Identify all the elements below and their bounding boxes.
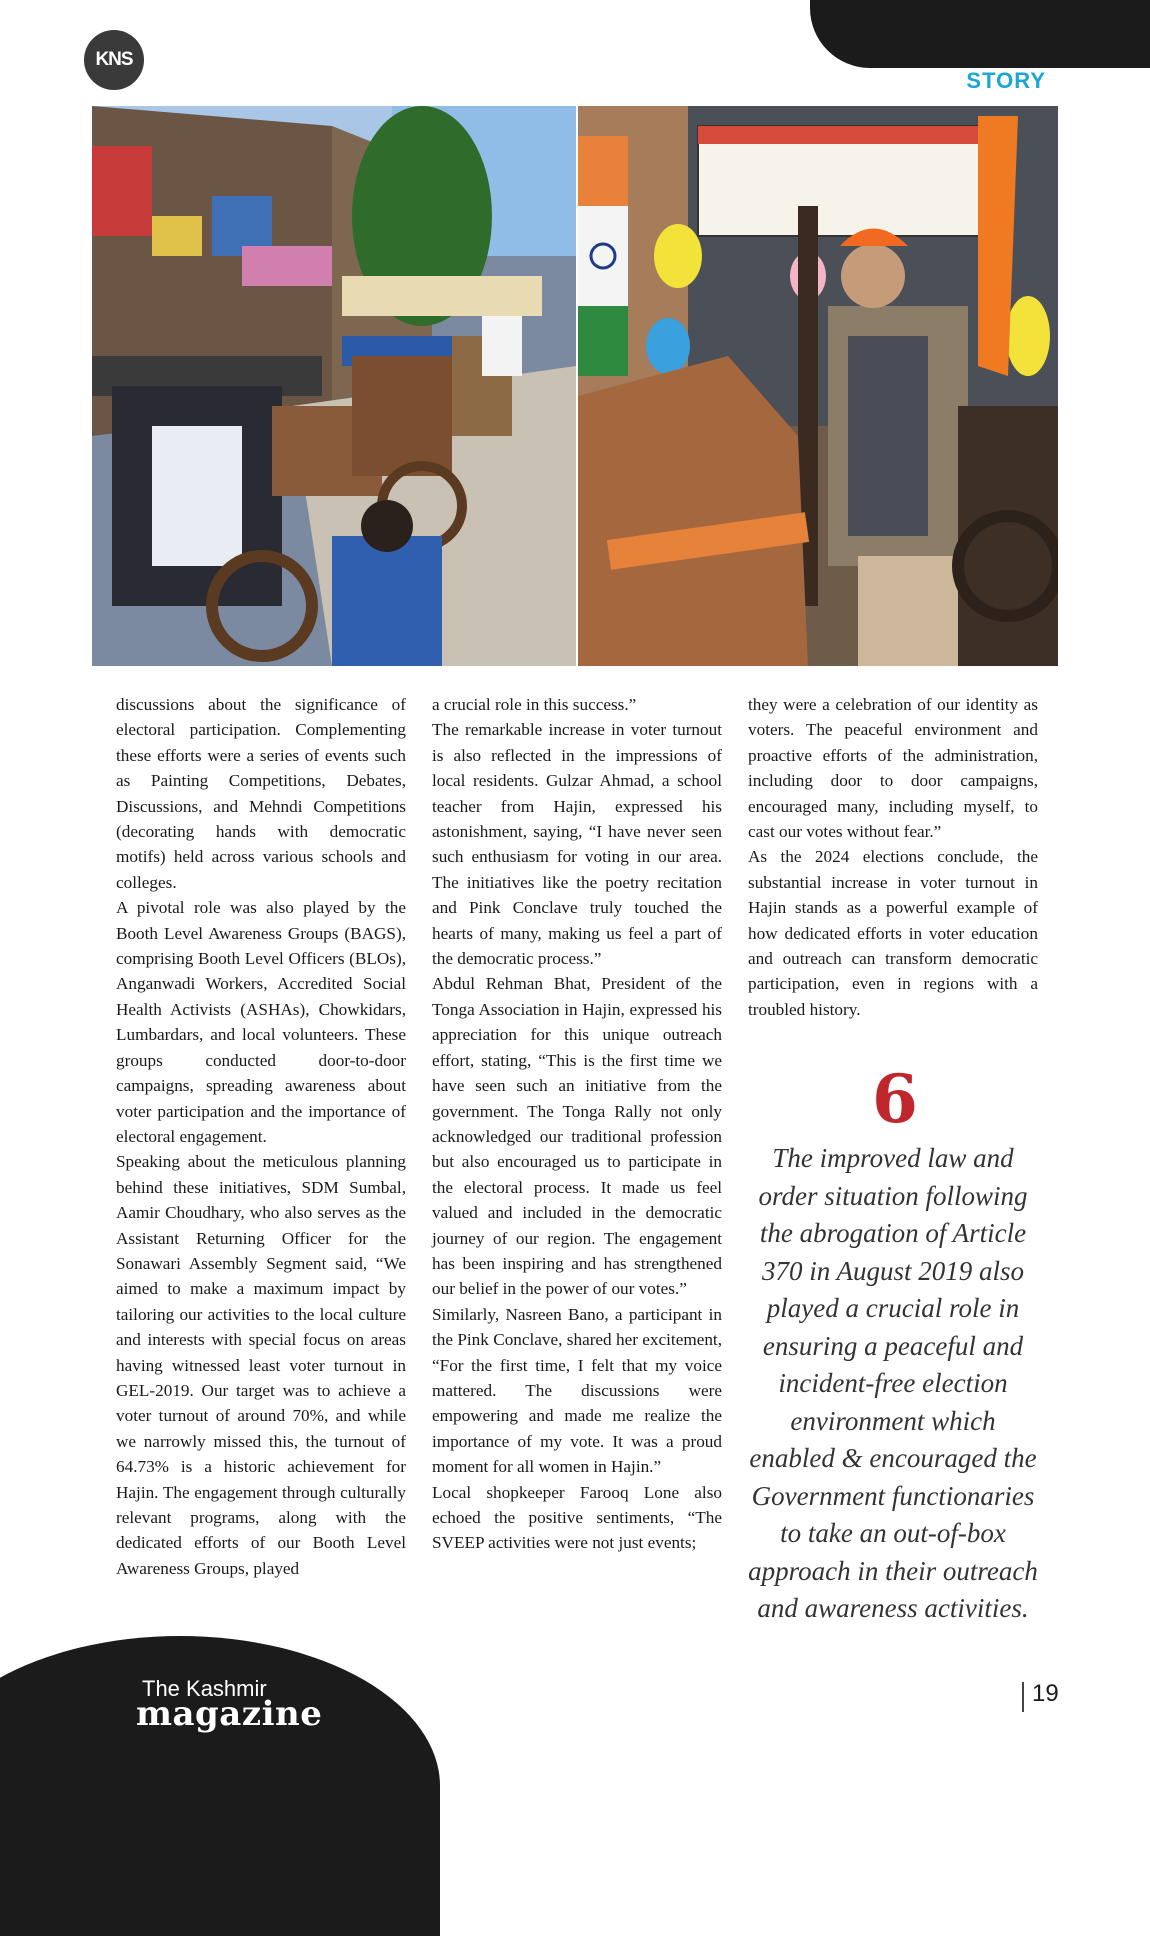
article-column-2 <box>432 692 722 1556</box>
sveep-tonga-driver-photo <box>578 106 1058 666</box>
column-1-paragraph: A pivotal role was also played by the Booth Level Awareness Groups (BAGS), comprising Booth Level Officers (BLOs), Anganwadi Workers, Accredited Social Health Activists (ASHAs), Chowkidars, Lumbardars, and local volunteers. These groups conducted door-to-door campaigns, spreading awareness about voter participation and the importance of electoral engagement. <box>116 898 406 1146</box>
header-band <box>810 0 1150 68</box>
pull-quote: The improved law and order situation following the abrogation of Article 370 in August 2019 also played a crucial role in ensuring a peaceful and incident-free election environment which enabled & encouraged the Government functionaries to take an out-of-box approach in their outreach and awareness activities. <box>748 1143 1038 1623</box>
column-2-paragraph: Abdul Rehman Bhat, President of the Tonga Association in Hajin, expressed his appreciation for this unique outreach effort, stating, “This is the first time we have seen such an initiative from the government. The Tonga Rally not only acknowledged our traditional profession but also encouraged us to participate in the electoral process. It made us feel valued and included in the democratic journey of our region. The engagement has been inspiring and has strengthened our belief in the power of our votes.” <box>432 974 722 1299</box>
column-1-paragraph: discussions about the significance of electoral participation. Complementing these efforts were a series of events such as Painting Competitions, Debates, Discussions, and Mehndi Competitions (decorating hands with democratic motifs) held across various schools and colleges. <box>116 695 406 892</box>
column-3-paragraph: As the 2024 elections conclude, the substantial increase in voter turnout in Hajin stands as a powerful example of how dedicated efforts in voter education and outreach can transform democratic participation, even in regions with a troubled history. <box>748 847 1038 1019</box>
page-number: 19 <box>1032 1680 1059 1707</box>
column-2-paragraph: Local shopkeeper Farooq Lone also echoed the positive sentiments, “The SVEEP activities were not just events; <box>432 1482 722 1553</box>
column-2-paragraph: Similarly, Nasreen Bano, a participant in the Pink Conclave, shared her excitement, “For the first time, I felt that my voice mattered. The discussions were empowering and made me realize the importance of my vote. It was a proud moment for all women in Hajin.” <box>432 1304 722 1477</box>
page-number-divider <box>1022 1682 1024 1712</box>
magazine-logo-small: The Kashmir <box>142 1676 267 1701</box>
kns-logo-badge: KNS <box>84 30 144 90</box>
column-2-paragraph: a crucial role in this success.” <box>432 695 637 714</box>
section-label: STORY <box>966 68 1046 93</box>
tonga-rally-street-photo <box>92 106 576 666</box>
magazine-logo: magazine <box>136 1694 323 1734</box>
quote-mark-icon: 6 <box>872 1060 918 1138</box>
column-3-paragraph: they were a celebration of our identity as voters. The peaceful environment and proactive efforts of the administration, including door to door campaigns, encouraged many, including myself, to cast our votes without fear.” <box>748 695 1038 842</box>
article-column-1 <box>116 692 406 1581</box>
article-column-3 <box>748 692 1038 1022</box>
column-2-paragraph: The remarkable increase in voter turnout is also reflected in the impressions of local residents. Gulzar Ahmad, a school teacher from Hajin, expressed his astonishment, saying, “I have never seen such enthusiasm for voting in our area. The initiatives like the poetry recitation and Pink Conclave truly touched the hearts of many, making us feel a part of the democratic process.” <box>432 720 722 969</box>
column-1-paragraph: Speaking about the meticulous planning behind these initiatives, SDM Sumbal, Aamir Choudhary, who also serves as the Assistant Returning Officer for the Sonawari Assembly Segment said, “We aimed to make a maximum impact by tailoring our activities to the local culture and interests with special focus on areas having witnessed least voter turnout in GEL-2019. Our target was to achieve a voter turnout of around 70%, and while we narrowly missed this, the turnout of 64.73% is a historic achievement for Hajin. The engagement through culturally relevant programs, along with the dedicated efforts of our Booth Level Awareness Groups, played <box>116 1152 406 1578</box>
